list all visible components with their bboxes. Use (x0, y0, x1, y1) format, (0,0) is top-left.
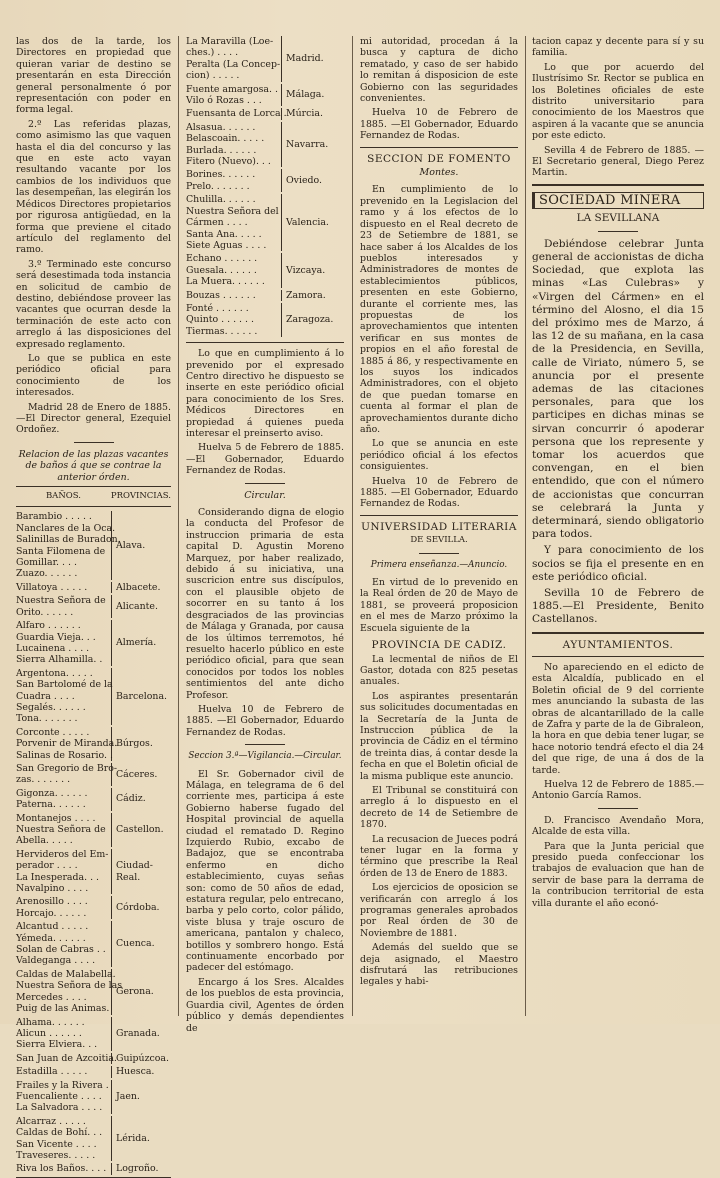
column-rule (525, 36, 526, 1016)
bath-name: Yémeda. . . . . . (16, 932, 86, 944)
bath-name: Fuensanta de Lorca . (186, 108, 287, 120)
province-name: Navarra. (286, 138, 329, 150)
province-name: Zamora. (286, 289, 326, 301)
paragraph: La recusacion de Jueces podrá tener lugar en la forma y término que prescribe la Real órden de 13 de Enero de 1883. (360, 833, 518, 879)
bath-name: Fonté . . . . . . (186, 302, 249, 314)
bath-name: Montanejos . . . . (16, 812, 96, 824)
bath-names (16, 788, 112, 811)
paragraph: El Sr. Gobernador civil de Málaga, en telegrama de 6 del corriente mes, participa á este Gobierno haberse fugado del Hospital provincial de aquella ciudad el rematado D. Regino Izquierdo Rubio, excabo de Badajoz, que se encontraba enfermo en dicho establecimiento, cuyas señas son: como de 50 años de edad, estatura regular, pelo entrecano, barba y pelo corto, color pálido, viste blusa y traje oscuro de americana, pantalon y chaleco, botillos y sombrero hongo. Está continuamente encorbado por padecer del estómago. (186, 768, 344, 974)
province-name: Gerona. (116, 985, 154, 997)
bath-name: Fuencaliente . . . . (16, 1090, 102, 1102)
paragraph: Lo que se publica en este periódico oficial para conocimiento de los interesados. (16, 352, 171, 399)
table-row (16, 1053, 171, 1064)
table-row (16, 511, 171, 579)
table-row (16, 1163, 171, 1174)
divider (186, 342, 344, 343)
bath-names (186, 303, 282, 337)
bath-name: Solan de Cabras . . (16, 944, 106, 956)
bath-names (186, 108, 287, 120)
bath-name: Barambio . . . . . (16, 511, 92, 523)
province-name: Múrcia. (286, 108, 323, 120)
bath-names (16, 1080, 112, 1114)
bath-names (186, 36, 282, 82)
table-body (16, 511, 171, 1174)
table-row (16, 813, 171, 847)
bath-name: Fitero (Nuevo). . . (186, 156, 271, 168)
bath-name: Chulilla. . . . . . (186, 194, 256, 206)
province-name: Búrgos. (116, 738, 153, 750)
paragraph: En cumplimiento de lo prevenido en la Legislacion del ramo y á los efectos de lo dispuesto en el Real decreto de 23 de Setiembre de 1881, se hace saber á los Alcaldes de los pueblos interesados y Administradores de montes de establecimientos públicos, presenten en este Gobierno, durante el corriente mes, las propuestas de los aprovechamientos que intenten verificar en sus montes de propios en el año forestal de 1885 á 86, y respectivamente en los suyos los indicados Administradores, con el objeto de que puedan tomarse en cuenta al formar el plan de aprovechamientos durante dicho año. (360, 184, 518, 435)
signature: Huelva 10 de Febrero de 1885. —El Gobernador, Eduardo Fernandez de Rodas. (186, 703, 344, 738)
province-name: Castellon. (116, 824, 164, 835)
bath-name: Nuestra Señora del (186, 205, 279, 217)
bath-name: Mercedes . . . . (16, 991, 87, 1003)
bath-name: Tiermas. . . . . . (186, 325, 258, 337)
bath-name: Abella. . . . . (16, 835, 73, 847)
bath-name: San Vicente . . . . (16, 1138, 97, 1150)
bath-name: Segalés. . . . . . (16, 701, 86, 713)
bath-name: zas. . . . . . . (16, 774, 71, 786)
paragraph: Lo que se anuncia en este periódico oficial á los efectos consiguientes. (360, 438, 518, 473)
bath-name: cion) . . . . . (186, 70, 240, 82)
paragraph: En virtud de lo prevenido en la Real órden de 20 de Mayo de 1881, se proveerá proposicion en el mes de Marzo próximo la Escuela siguiente de la (360, 577, 518, 634)
table-row (186, 36, 344, 82)
table-row (16, 1116, 171, 1162)
column-2 (186, 36, 344, 1037)
table-row (16, 1080, 171, 1114)
bath-names (186, 84, 282, 107)
table-row (16, 896, 171, 919)
bath-name: San Gregorio de Bro- (16, 762, 118, 774)
heading-sociedad-minera: SOCIEDAD MINERA (532, 192, 704, 209)
bath-name: Villatoya . . . . . (16, 581, 88, 593)
table-row (16, 595, 171, 618)
table-caption: Relacion de las plazas vacantes de baños á que se contrae la anterior órden. (18, 448, 169, 483)
bath-name: Nuestra Señora de las (16, 980, 123, 992)
table-row (16, 788, 171, 811)
paragraph: Los aspirantes presentarán sus solicitudes documentadas en la Secretaría de la Junta de Instruccion pública de la provincia de Cádiz en el término de treinta dias, á contar desde la fecha en que el Boletin oficial de la misma publique este anuncio. (360, 690, 518, 782)
signature: Huelva 10 de Febrero de 1885. —El Gobernador, Eduardo Fernandez de Rodas. (360, 107, 518, 142)
table-row (16, 921, 171, 967)
divider (245, 483, 285, 484)
table-header (16, 487, 171, 507)
bath-name: Borines. . . . . . (186, 169, 256, 181)
bath-name: Navalpino . . . . (16, 883, 89, 895)
table-row (186, 253, 344, 287)
bath-name: Guardia Vieja. . . (16, 631, 96, 643)
bath-name: Sierra Alhamilla. . (16, 654, 103, 666)
bath-name: Paterna. . . . . . (16, 799, 86, 811)
divider (74, 442, 114, 443)
signature: Huelva 12 de Febrero de 1885.—Antonio García Ramos. (532, 779, 704, 802)
section-heading-circular: Circular. (244, 489, 286, 501)
bath-names (16, 968, 123, 1015)
subheading-la-sevillana: LA SEVILLANA (576, 212, 660, 225)
bath-name: Alfaro . . . . . . (16, 620, 81, 632)
province-name: Almería. (116, 637, 157, 649)
bath-names (186, 122, 282, 168)
bath-name: Traveseres. . . . . (16, 1149, 96, 1161)
signature: Sevilla 4 de Febrero de 1885. —El Secretario general, Diego Perez Martin. (532, 144, 704, 179)
baths-table (16, 486, 171, 1178)
bath-name: La Muera. . . . . . (186, 276, 265, 288)
section-heading-vigilancia: Seccion 3.ª—Vigilancia.—Circular. (188, 751, 342, 762)
bath-name: Caldas de Bohí. . . (16, 1127, 103, 1139)
bath-names (186, 169, 282, 192)
bath-names (16, 1052, 117, 1064)
province-name: Cádiz. (116, 793, 146, 805)
bath-names (16, 620, 112, 666)
province-name: Cáceres. (116, 768, 158, 780)
table-row (16, 582, 171, 593)
province-name: Vizcaya. (286, 264, 326, 276)
table-row (186, 122, 344, 168)
paragraph: El Tribunal se constituirá con arreglo á lo dispuesto en el decreto de 14 de Setiembre de 1870. (360, 784, 518, 831)
table-row (16, 620, 171, 666)
bath-name: Puig de las Animas. (16, 1003, 110, 1015)
bath-name: Gigonza. . . . . . (16, 787, 88, 799)
divider (419, 553, 459, 554)
paragraph: las dos de la tarde, los Directores en propiedad que quieran variar de destino se presentarán en esta Dirección general personalmente ó por representación con poder en forma legal. (16, 36, 171, 116)
bath-names (16, 511, 121, 580)
bath-names (16, 762, 118, 786)
province-name: Cuenca. (116, 938, 155, 950)
bath-name: perador . . . . (16, 860, 78, 872)
bath-name: Riva los Baños. . . . (16, 1163, 107, 1175)
bath-name: Orito. . . . . . (16, 606, 74, 618)
table-row (186, 303, 344, 337)
divider (598, 231, 638, 232)
paragraph: Considerando digna de elogio la conducta del Profesor de instruccion primaria de esta capital D. Agustin Moreno Marquez, por haber realizado, debido á su iniciativa, una suscricion entre sus discípulos, con el plausible objeto de socorrer en su tanto á los desgraciados de las provincias de Málaga y Granada, por causa de los últimos terremotos, hé resuelto hacerlo público en este periódico oficial, para que sean conocidos por todos los nobles sentimientos del ante dicho Profesor. (186, 507, 344, 701)
paragraph: Encargo á los Sres. Alcaldes de los pueblos de esta provincia, Guardia civil, Agentes de órden público y demás dependientes de (186, 976, 344, 1034)
bath-name: Echano . . . . . . (186, 253, 258, 265)
column-1 (16, 36, 171, 1178)
bath-name: Lucainena . . . . (16, 642, 90, 654)
paragraph: No apareciendo en el edicto de esta Alcaldía, publicado en el Boletin oficial de 9 del corriente mes anunciando la subasta de las obras de alcantarillado de la calle de Zafra y parte de la de Gibraleon, la hora en que debia tener lugar, se hace notorio tendrá efecto el dia 24 del que rige, de una á dos de la tarde. (532, 661, 704, 776)
bath-name: Tona. . . . . . . (16, 713, 78, 725)
bath-name: Nuestra Señora de (16, 824, 106, 835)
bath-name: Alcantud . . . . . (16, 921, 89, 933)
divider (245, 744, 285, 745)
heading-provincia-cadiz: PROVINCIA DE CADIZ. (371, 639, 507, 652)
paragraph: mi autoridad, procedan á la busca y captura de dicho rematado, y caso de ser habido lo remitan á disposicion de este Gobierno con las seguridades convenientes. (360, 36, 518, 105)
section-heading-fomento: SECCION DE FOMENTO (367, 152, 511, 165)
bath-name: Burlada. . . . . . (186, 144, 257, 156)
table-row (186, 84, 344, 107)
province-name: Lérida. (116, 1132, 150, 1144)
bath-names (16, 849, 112, 895)
bath-name: Frailes y la Rivera . (16, 1079, 109, 1091)
divider (598, 808, 638, 809)
signature: Huelva 10 de Febrero de 1885. —El Gobernador, Eduardo Fernandez de Rodas. (360, 475, 518, 510)
bath-names (16, 1066, 112, 1077)
bath-name: Arenosillo . . . . (16, 896, 88, 908)
bath-name: Cuadra . . . . (16, 690, 75, 702)
table-row (186, 169, 344, 192)
paragraph: tacion capaz y decente para sí y su familia. (532, 36, 704, 59)
bath-name: Alicun . . . . . . (16, 1027, 82, 1039)
column-header-provincias: PROVINCIAS. (110, 491, 171, 502)
province-name: Albacete. (116, 581, 161, 593)
column-rule (178, 36, 179, 1016)
divider (532, 656, 704, 657)
bath-names (16, 582, 112, 593)
column-rule (352, 36, 353, 1016)
column-header-banos: BAÑOS. (45, 491, 81, 502)
bath-name: Caldas de Malabella. (16, 968, 116, 980)
bath-name: Estadilla . . . . . (16, 1066, 88, 1078)
bath-name: Santa Ana. . . . . (186, 228, 262, 240)
bath-name: Peralta (La Concep- (186, 58, 281, 70)
bath-names (16, 813, 112, 847)
paragraph: Para que la Junta pericial que presido pueda confeccionar los trabajos de evaluacion que han de servir de base para la derrama de la contribucion territorial de esta villa durante el año econó- (532, 840, 704, 909)
column-4 (532, 36, 704, 912)
bath-names (16, 1163, 112, 1174)
column-3 (360, 36, 518, 991)
province-name: Barcelona. (116, 690, 168, 702)
bath-name: La Inesperada. . . (16, 871, 100, 883)
divider (360, 515, 518, 516)
table-row (16, 1066, 171, 1077)
province-name: Oviedo. (286, 175, 322, 187)
table-row (186, 290, 344, 301)
bath-name: San Juan de Azcoitia. (16, 1052, 117, 1064)
paragraph: Además del sueldo que se deja asignado, el Maestro disfrutará las retribuciones legales y habi- (360, 942, 518, 988)
province-name: Ciudad-Real. (116, 860, 153, 883)
bath-name: Prelo. . . . . . . (186, 180, 250, 192)
paragraph: 2.º Las referidas plazas, como asimismo las que vaquen hasta el dia del concurso y las que en este acto vayan resultando vacante por los cambios de los individuos que las desempeñan, las elegirán los Médicos Directores propietarios por rigurosa antigüedad, en la forma que previene el citado artículo del reglamento del ramo. (16, 118, 171, 256)
bath-name: La Salvadora . . . . (16, 1102, 103, 1114)
bath-name: Alsasua. . . . . . (186, 121, 256, 133)
divider (532, 632, 704, 634)
bath-name: Argentona. . . . . (16, 667, 93, 679)
bath-name: Horcajo. . . . . . (16, 907, 87, 919)
paragraph: La lecmental de niños de El Gastor, dotada con 825 pesetas anuales. (360, 653, 518, 688)
paragraph: D. Francisco Avendaño Mora, Alcalde de esta villa. (532, 814, 704, 838)
table-row (16, 727, 171, 761)
province-name: Madrid. (286, 53, 324, 65)
province-name: Córdoba. (116, 902, 160, 914)
table-row (16, 849, 171, 895)
bath-name: San Bartolomé de la (16, 679, 113, 691)
signature: Madrid 28 de Enero de 1885.—El Director general, Ezequiel Ordoñez. (16, 401, 171, 436)
province-name: Huesca. (116, 1066, 155, 1078)
table-row (16, 969, 171, 1015)
bath-name: Nuestra Señora de (16, 595, 106, 607)
bath-name: ches.) . . . . (186, 47, 239, 59)
bath-name: Quinto . . . . . . (186, 314, 254, 326)
section-heading-universidad: UNIVERSIDAD LITERARIA (361, 520, 517, 533)
bath-name: Guesala. . . . . . (186, 264, 257, 276)
bath-names (16, 1116, 112, 1162)
province-name: Alava. (116, 539, 146, 551)
table-row (16, 763, 171, 786)
bath-name: Sierra Elviera. . . (16, 1039, 98, 1051)
signature: Sevilla 10 de Febrero de 1885.—El Presidente, Benito Castellanos. (532, 586, 704, 626)
bath-names (186, 194, 282, 251)
province-name: Alicante. (116, 600, 158, 612)
paragraph: Lo que por acuerdo del Ilustrísimo Sr. Rector se publica en los Boletines oficiales de este distrito universitario para conocimiento de los Maestros que aspiren á la vacante que se anuncia por este edicto. (532, 61, 704, 142)
divider (532, 184, 704, 186)
table-row (186, 108, 344, 119)
bath-name: Gomillar. . . . (16, 557, 77, 569)
subheading-anuncio: Primera enseñanza.—Anuncio. (370, 559, 508, 570)
table-row (16, 668, 171, 725)
bath-name: Bouzas . . . . . . (186, 289, 256, 301)
province-name: Valencia. (286, 217, 329, 229)
province-name: Jaen. (116, 1090, 140, 1102)
bath-name: Belascoain. . . . . (186, 133, 265, 145)
province-name: Logroño. (116, 1163, 159, 1175)
bath-names (16, 595, 112, 618)
table-row (16, 1017, 171, 1051)
bath-name: Siete Aguas . . . . (186, 239, 267, 251)
paragraph: Los ejercicios de oposicion se verificarán con arreglo á los programas generales aprobados por Real órden de 30 de Noviembre de 1881. (360, 882, 518, 939)
paragraph: Lo que en cumplimiento á lo prevenido por el expresado Centro directivo he dispuesto se inserte en este periódico oficial para conocimiento de los Sres. Médicos Directores en propiedad á quienes pueda interesar el preinserto aviso. (186, 348, 344, 439)
bath-names (186, 253, 282, 287)
bath-name: Cármen . . . . (186, 217, 248, 229)
bath-name: La Maravilla (Loe- (186, 36, 274, 47)
heading-ayuntamientos: AYUNTAMIENTOS. (562, 638, 674, 651)
bath-names (186, 290, 282, 301)
bath-name: Hervideros del Em- (16, 848, 109, 860)
bath-name: Nanclares de la Oca. (16, 522, 116, 534)
bath-names (16, 896, 112, 919)
paragraph: Debiéndose celebrar Junta general de accionistas de dicha Sociedad, que explota las minas «Las Culebras» y «Virgen del Cármen» en el término del Alosno, el dia 15 del próximo mes de Marzo, á las 12 de su mañana, en la casa de la Presidencia, en Sevilla, calle de Viriato, número 5, se anuncia por el presente ademas de las citaciones personales, para que los participes en dichas minas se sirvan concurrir ó apoderar persona que los represente y tomar los acuerdos que convengan, en el bien entendido, que con el número de accionistas que concurran se celebrará la Junta y determinará, siendo obligatorio para todos. (532, 237, 704, 541)
province-name: Zaragoza. (286, 314, 334, 326)
bath-names (16, 726, 118, 761)
province-name: Málaga. (286, 89, 325, 101)
province-name: Granada. (116, 1027, 160, 1039)
bath-name: Vilo ó Rozas . . . (186, 95, 262, 107)
bath-name: Valdeganga . . . . (16, 955, 96, 967)
bath-names (16, 668, 112, 725)
bath-name: Porvenir de Miranda. (16, 738, 118, 750)
bath-name: Zuazo. . . . . . (16, 568, 78, 580)
bath-name: Alhama. . . . . . (16, 1016, 85, 1028)
bath-name: Salinillas de Buradon. (16, 534, 121, 546)
divider (360, 147, 518, 148)
paragraph: 3.º Terminado este concurso será desestimada toda instancia en solicitud de cambio de destino, debiéndose proveer las vacantes que ocurran desde la terminación de este acto con arreglo á las disposiciones del expresado reglamento. (16, 258, 171, 350)
bath-name: Corconte . . . . . (16, 726, 90, 738)
subheading-montes: Montes. (419, 167, 459, 179)
bath-name: Santa Filomena de (16, 545, 106, 557)
bath-name: Salinas de Rosario. . (16, 749, 113, 761)
subheading-sevilla: DE SEVILLA. (410, 535, 468, 546)
bath-names (16, 1017, 112, 1051)
bath-name: Alcarraz . . . . . (16, 1115, 86, 1127)
baths-table-continued (186, 36, 344, 337)
bath-names (16, 921, 112, 967)
bath-name: Fuente amargosa. . (186, 83, 278, 95)
signature: Huelva 5 de Febrero de 1885. —El Gobernador, Eduardo Fernandez de Rodas. (186, 442, 344, 477)
province-name: Guipúzcoa. (116, 1052, 169, 1064)
paragraph: Y para conocimiento de los socios se fija el presente en en este periódico oficial. (532, 544, 704, 583)
table-row (186, 194, 344, 251)
